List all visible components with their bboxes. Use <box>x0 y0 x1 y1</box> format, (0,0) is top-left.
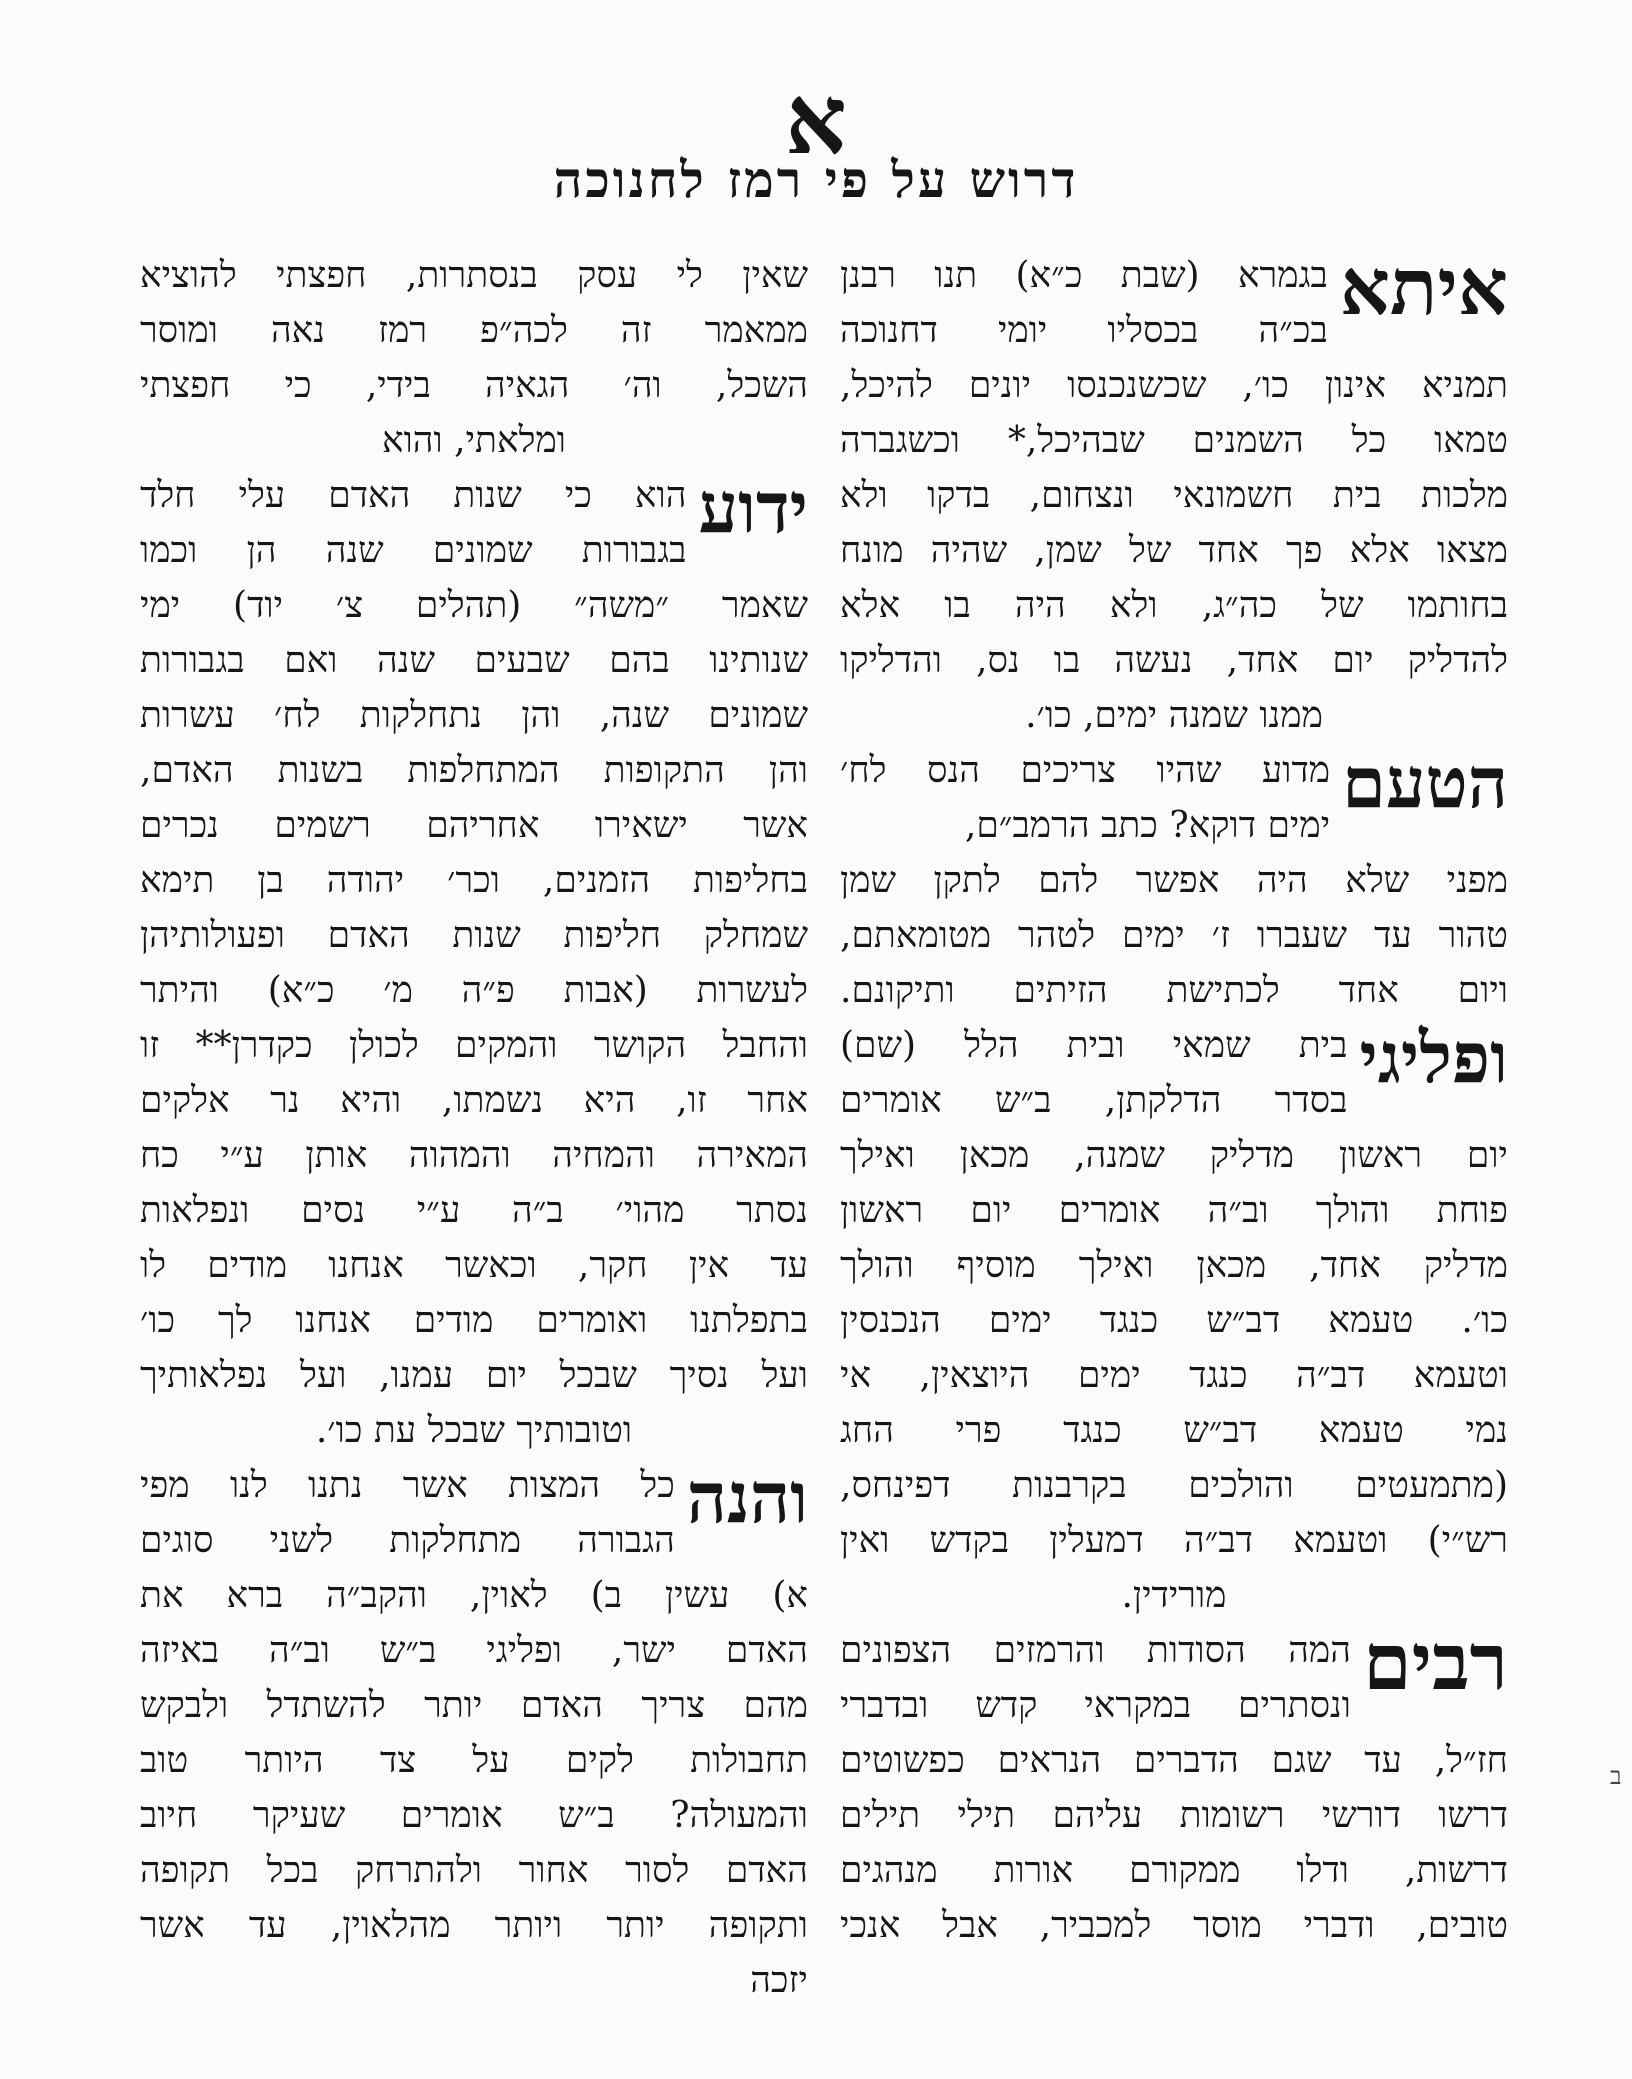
text-line: טמאו כל השמנים שבהיכל,* וכשגברה <box>840 420 1508 461</box>
chapter-letter: א <box>785 63 847 176</box>
lead-word: והנה <box>686 1456 808 1539</box>
text-line: מדליק אחד, מכאן ואילך מוסיף והולך <box>840 1245 1508 1286</box>
paragraph-yadua <box>140 468 808 1458</box>
text-line: בכ״ה בכסליו יומי דחנוכה <box>840 310 1328 351</box>
text-line: ותקופה יותר ויותר מהלאוין, עד אשר <box>140 1905 808 1946</box>
lead-word: איתא <box>1339 242 1508 333</box>
text-line: בסדר הדלקתן, ב״ש אומרים <box>840 1080 1348 1121</box>
text-line: עד אין חקר, וכאשר אנחנו מודים לו <box>140 1245 808 1286</box>
text-line: להדליק יום אחד, נעשה בו נס, והדליקו <box>840 640 1508 681</box>
text-line: המאירה והמחיה והמהוה אותן ע״י כח <box>140 1135 808 1176</box>
text-line: בחותמו של כה״ג, ולא היה בו אלא <box>840 585 1508 626</box>
text-line: מהם צריך האדם יותר להשתדל ולבקש <box>140 1685 808 1726</box>
text-line: יזכה <box>750 1960 808 2001</box>
text-line: בגמרא (שבת כ״א) תנו רבנן <box>840 255 1328 296</box>
text-line: דרשו דורשי רשומות עליהם תילי תילים <box>840 1795 1508 1836</box>
text-line: ממאמר זה לכה״פ רמז נאה ומוסר <box>140 310 808 351</box>
text-line: ויום אחד לכתישת הזיתים ותיקונם. <box>840 970 1508 1011</box>
text-line: בתפלתנו ואומרים מודים אנחנו לך כו׳ <box>140 1300 808 1341</box>
text-line: ימים דוקא? כתב הרמב״ם, <box>964 805 1331 846</box>
paragraph-intro <box>140 248 808 468</box>
text-line: (מתמעטים והולכים בקרבנות דפינחס, <box>840 1465 1508 1506</box>
text-line: והמעולה? ב״ש אומרים שעיקר חיוב <box>140 1795 808 1836</box>
right-column <box>840 242 1508 1953</box>
text-line: טובים, ודברי מוסר למכביר, אבל אנכי <box>840 1905 1508 1946</box>
lead-word: ופליגי <box>1359 1016 1508 1099</box>
text-line: האדם לסור אחור ולהתרחק בכל תקופה <box>140 1850 808 1891</box>
margin-mark: ב <box>1610 1762 1622 1790</box>
text-line: שמחלק חליפות שנות האדם ופעולותיהן <box>140 915 808 956</box>
text-line: השכל, וה׳ הגאיה בידי, כי חפצתי <box>140 365 808 406</box>
chapter-title: דרוש על פי רמז לחנוכה <box>553 150 1079 209</box>
text-line: נסתר מהוי׳ ב״ה ע״י נסים ונפלאות <box>140 1190 808 1231</box>
text-line: והן התקופות המתחלפות בשנות האדם, <box>140 750 808 791</box>
text-line: כל המצות אשר נתנו לנו מפי <box>140 1465 675 1506</box>
text-line: מצאו אלא פך אחד של שמן, שהיה מונח <box>840 530 1508 571</box>
text-line: בגבורות שמונים שנה הן וכמו <box>140 530 687 571</box>
text-line: יום ראשון מדליק שמנה, מכאן ואילך <box>840 1135 1508 1176</box>
paragraph-ufligi <box>840 1018 1508 1623</box>
lead-word: ידוע <box>698 466 808 549</box>
text-line: טהור עד שעברו ז׳ ימים לטהר מטומאתם, <box>840 915 1508 956</box>
text-line: וטעמא דב״ה כנגד ימים היוצאין, אי <box>840 1355 1508 1396</box>
text-line: המה הסודות והרמזים הצפונים <box>840 1630 1351 1671</box>
paragraph-rabim <box>840 1617 1508 1953</box>
text-line: חז״ל, עד שגם הדברים הנראים כפשוטים <box>840 1740 1508 1781</box>
text-line: ומלאתי, והוא <box>381 420 566 461</box>
text-line: שנותינו בהם שבעים שנה ואם בגבורות <box>140 640 808 681</box>
text-line: הגבורה מתחלקות לשני סוגים <box>140 1520 675 1561</box>
paragraph-vehine <box>140 1458 808 2008</box>
text-line: שאמר ״משה״ (תהלים צ׳ יוד) ימי <box>140 585 808 626</box>
text-line: וטובותיך שבכל עת כו׳. <box>315 1410 633 1451</box>
text-line: מלכות בית חשמונאי ונצחום, בדקו ולא <box>840 475 1508 516</box>
paragraph-ita <box>840 242 1508 743</box>
paragraph-hataam <box>840 743 1508 1018</box>
text-line: ממנו שמנה ימים, כו׳. <box>1025 695 1323 736</box>
text-line: כו׳. טעמא דב״ש כנגד ימים הנכנסין <box>840 1300 1508 1341</box>
text-line: תחבולות לקים על צד היותר טוב <box>140 1740 808 1781</box>
text-line: לעשרות (אבות פ״ה מ׳ כ״א) והיתר <box>140 970 808 1011</box>
text-line: בית שמאי ובית הלל (שם) <box>840 1025 1348 1066</box>
text-line: נמי טעמא דב״ש כנגד פרי החג <box>840 1410 1508 1451</box>
lead-word: הטעם <box>1342 741 1508 824</box>
text-line: אחר זו, היא נשמתו, והיא נר אלקים <box>140 1080 808 1121</box>
text-line: רש״י) וטעמא דב״ה דמעלין בקדש ואין <box>840 1520 1508 1561</box>
text-line: ונסתרים במקראי קדש ובדברי <box>840 1685 1351 1726</box>
text-line: שמונים שנה, והן נתחלקות לח׳ עשרות <box>140 695 808 736</box>
text-line: האדם ישר, ופליגי ב״ש וב״ה באיזה <box>140 1630 808 1671</box>
lead-word: רבים <box>1362 1617 1508 1708</box>
text-line: פוחת והולך וב״ה אומרים יום ראשון <box>840 1190 1508 1231</box>
text-line: ועל נסיך שבכל יום עמנו, ועל נפלאותיך <box>140 1355 808 1396</box>
text-line: והחבל הקושר והמקים לכולן כקדרן** זו <box>140 1025 808 1066</box>
text-line: אשר ישאירו אחריהם רשמים נכרים <box>140 805 808 846</box>
text-line: מפני שלא היה אפשר להם לתקן שמן <box>840 860 1508 901</box>
text-line: שאין לי עסק בנסתרות, חפצתי להוציא <box>140 255 808 296</box>
text-line: מורידין. <box>1121 1575 1227 1616</box>
text-line: בחליפות הזמנים, וכר׳ יהודה בן תימא <box>140 860 808 901</box>
text-line: הוא כי שנות האדם עלי חלד <box>140 475 687 516</box>
left-column <box>140 248 808 2008</box>
text-line: תמניא אינון כו׳, שכשנכנסו יונים להיכל, <box>840 365 1508 406</box>
text-line: מדוע שהיו צריכים הנס לח׳ <box>840 750 1331 791</box>
text-line: דרשות, ודלו ממקורם אורות מנהגים <box>840 1850 1508 1891</box>
text-line: א) עשין ב) לאוין, והקב״ה ברא את <box>140 1575 808 1616</box>
